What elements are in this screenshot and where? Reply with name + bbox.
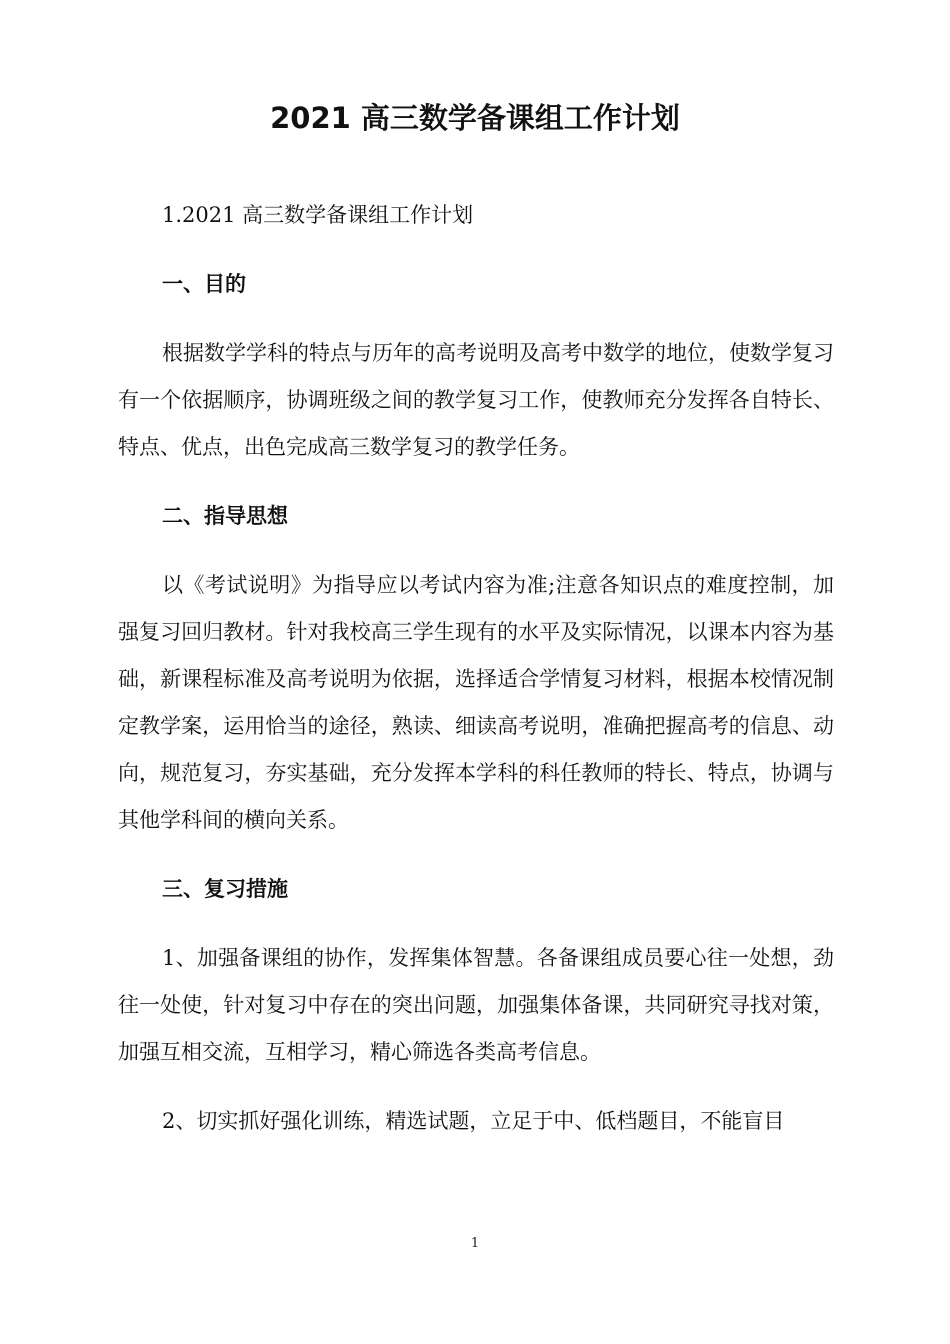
section-heading-review-measures: 三、复习措施 <box>162 877 288 901</box>
section-heading-purpose: 一、目的 <box>162 272 246 296</box>
section-paragraph-measure-2: 2、切实抓好强化训练，精选试题，立足于中、低档题目，不能盲目 <box>162 1109 785 1133</box>
section-paragraph-purpose: 根据数学学科的特点与历年的高考说明及高考中数学的地位，使数学复习有一个依据顺序，协调班级之间的教学复习工作，使教师充分发挥各自特长、特点、优点，出色完成高三数学复习的教学任务。 <box>118 341 834 459</box>
document-subtitle: 1.2021 高三数学备课组工作计划 <box>162 203 474 227</box>
section-paragraph-measure-1: 1、加强备课组的协作，发挥集体智慧。各备课组成员要心往一处想，劲往一处使，针对复习中存在的突出问题，加强集体备课，共同研究寻找对策，加强互相交流，互相学习，精心筛选各类高考信息。 <box>118 946 834 1064</box>
document-title: 2021 高三数学备课组工作计划 <box>270 101 680 135</box>
section-heading-guiding-thought: 二、指导思想 <box>162 504 288 528</box>
section-paragraph-guiding-thought: 以《考试说明》为指导应以考试内容为准;注意各知识点的难度控制，加强复习回归教材。针对我校高三学生现有的水平及实际情况，以课本内容为基础，新课程标准及高考说明为依据，选择适合学情复习材料，根据本校情况制定教学案，运用恰当的途径，熟读、细读高考说明，准确把握高考的信息、动向，规范复习，夯实基础，充分发挥本学科的科任教师的特长、特点，协调与其他学科间的横向关系。 <box>118 573 834 832</box>
document-body <box>118 192 834 1145</box>
page-number: 1 <box>470 1236 480 1251</box>
